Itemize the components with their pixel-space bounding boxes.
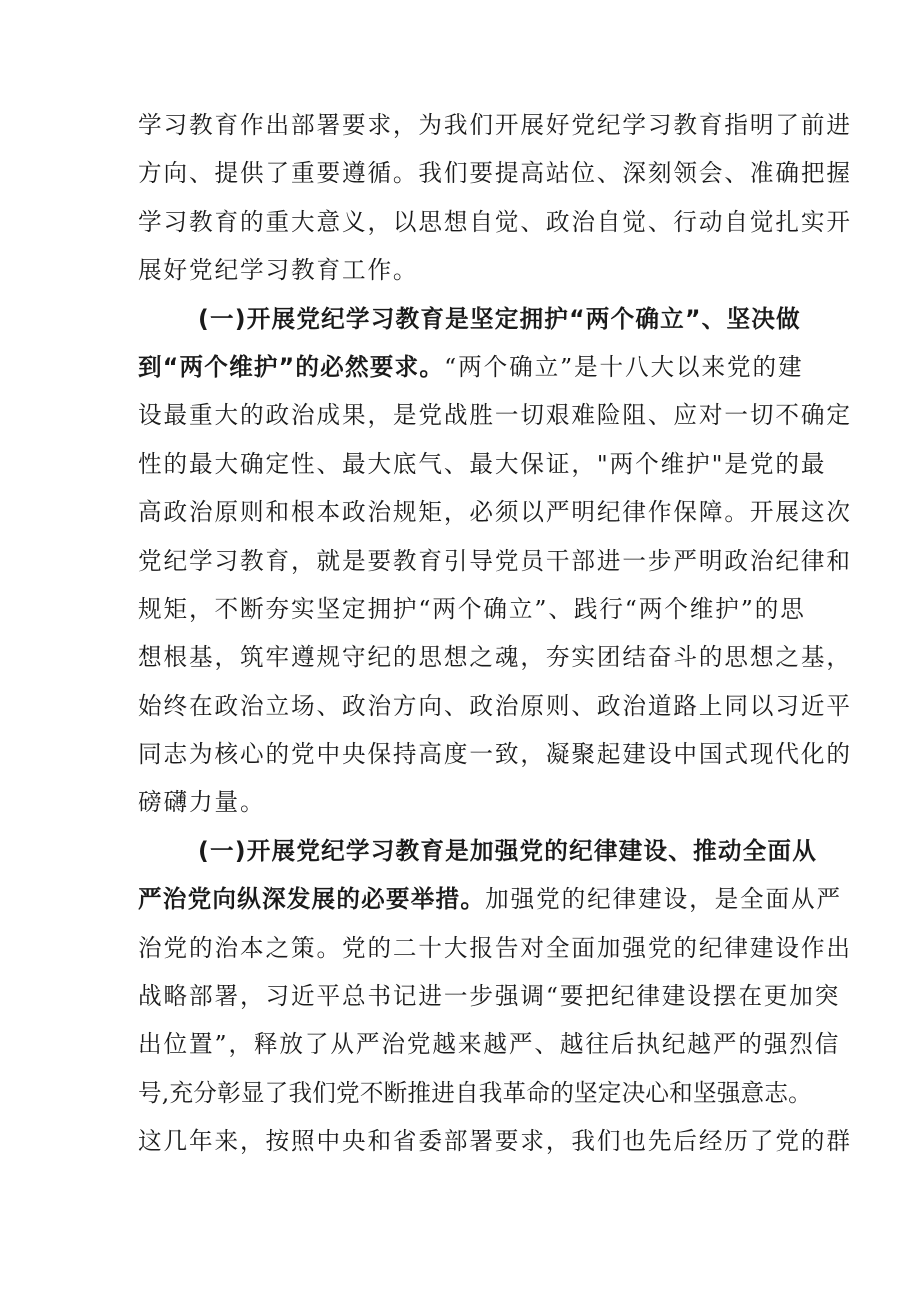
section-1-heading-end: 到“两个维护”的必然要求。 (138, 352, 445, 381)
section-1-heading: (一)开展党纪学习教育是坚定拥护“两个确立”、坚决做 (198, 304, 801, 333)
paragraph-1-line-2: 方向、提供了重要遵循。我们要提高站位、深刻领会、准确把握 (138, 159, 852, 188)
paragraph-2-line-3: 高政治原则和根本政治规矩，必须以严明纪律作保障。开展这次 (138, 498, 852, 527)
paragraph-2-line-2: 性的最大确定性、最大底气、最大保证，"两个维护"是党的最 (138, 449, 827, 478)
paragraph-2-line-1: 设最重大的政治成果，是党战胜一切艰难险阻、应对一切不确定 (138, 401, 852, 430)
section-2-heading-end: 严治党向纵深发展的必要举措。 (138, 885, 486, 914)
paragraph-1-line-3: 学习教育的重大意义，以思想自觉、政治自觉、行动自觉扎实开 (138, 207, 852, 236)
paragraph-1-line-1: 学习教育作出部署要求，为我们开展好党纪学习教育指明了前进 (138, 111, 852, 139)
section-1-body-start: “两个确立”是十八大以来党的建 (444, 352, 804, 381)
section-2-heading: (一)开展党纪学习教育是加强党的纪律建设、推动全面从 (198, 836, 818, 865)
section-2-body-start: 加强党的纪律建设，是全面从严 (485, 885, 843, 914)
paragraph-2-line-4: 党纪学习教育，就是要教育引导党员干部进一步严明政治纪律和 (138, 546, 852, 575)
document-body (138, 101, 852, 1166)
paragraph-2-line-8: 同志为核心的党中央保持高度一致，凝聚起建设中国式现代化的 (138, 740, 852, 769)
section-2-heading-continuation (138, 875, 843, 923)
paragraph-2-line-9: 磅礴力量。 (138, 788, 266, 817)
paragraph-3-line-1: 治党的治本之策。党的二十大报告对全面加强党的纪律建设作出 (138, 933, 852, 962)
paragraph-3-line-2: 战略部署，习近平总书记进一步强调“要把纪律建设摆在更加突 (138, 982, 841, 1011)
paragraph-3-line-5: 这几年来，按照中央和省委部署要求，我们也先后经历了党的群 (138, 1127, 852, 1156)
section-1-heading-continuation (138, 343, 804, 391)
paragraph-3-line-4: 号,充分彰显了我们党不断推进自我革命的坚定决心和坚强意志。 (138, 1078, 812, 1107)
paragraph-2-line-5: 规矩，不断夯实坚定拥护“两个确立”、践行“两个维护”的思 (138, 594, 806, 623)
paragraph-3-line-3: 出位置”，释放了从严治党越来越严、越往后执纪越严的强烈信 (138, 1030, 841, 1059)
paragraph-1-line-4: 展好党纪学习教育工作。 (138, 256, 419, 285)
paragraph-2-line-7: 始终在政治立场、政治方向、政治原则、政治道路上同以习近平 (138, 691, 852, 720)
paragraph-2-line-6: 想根基，筑牢遵规守纪的思想之魂，夯实团结奋斗的思想之基， (138, 643, 852, 672)
